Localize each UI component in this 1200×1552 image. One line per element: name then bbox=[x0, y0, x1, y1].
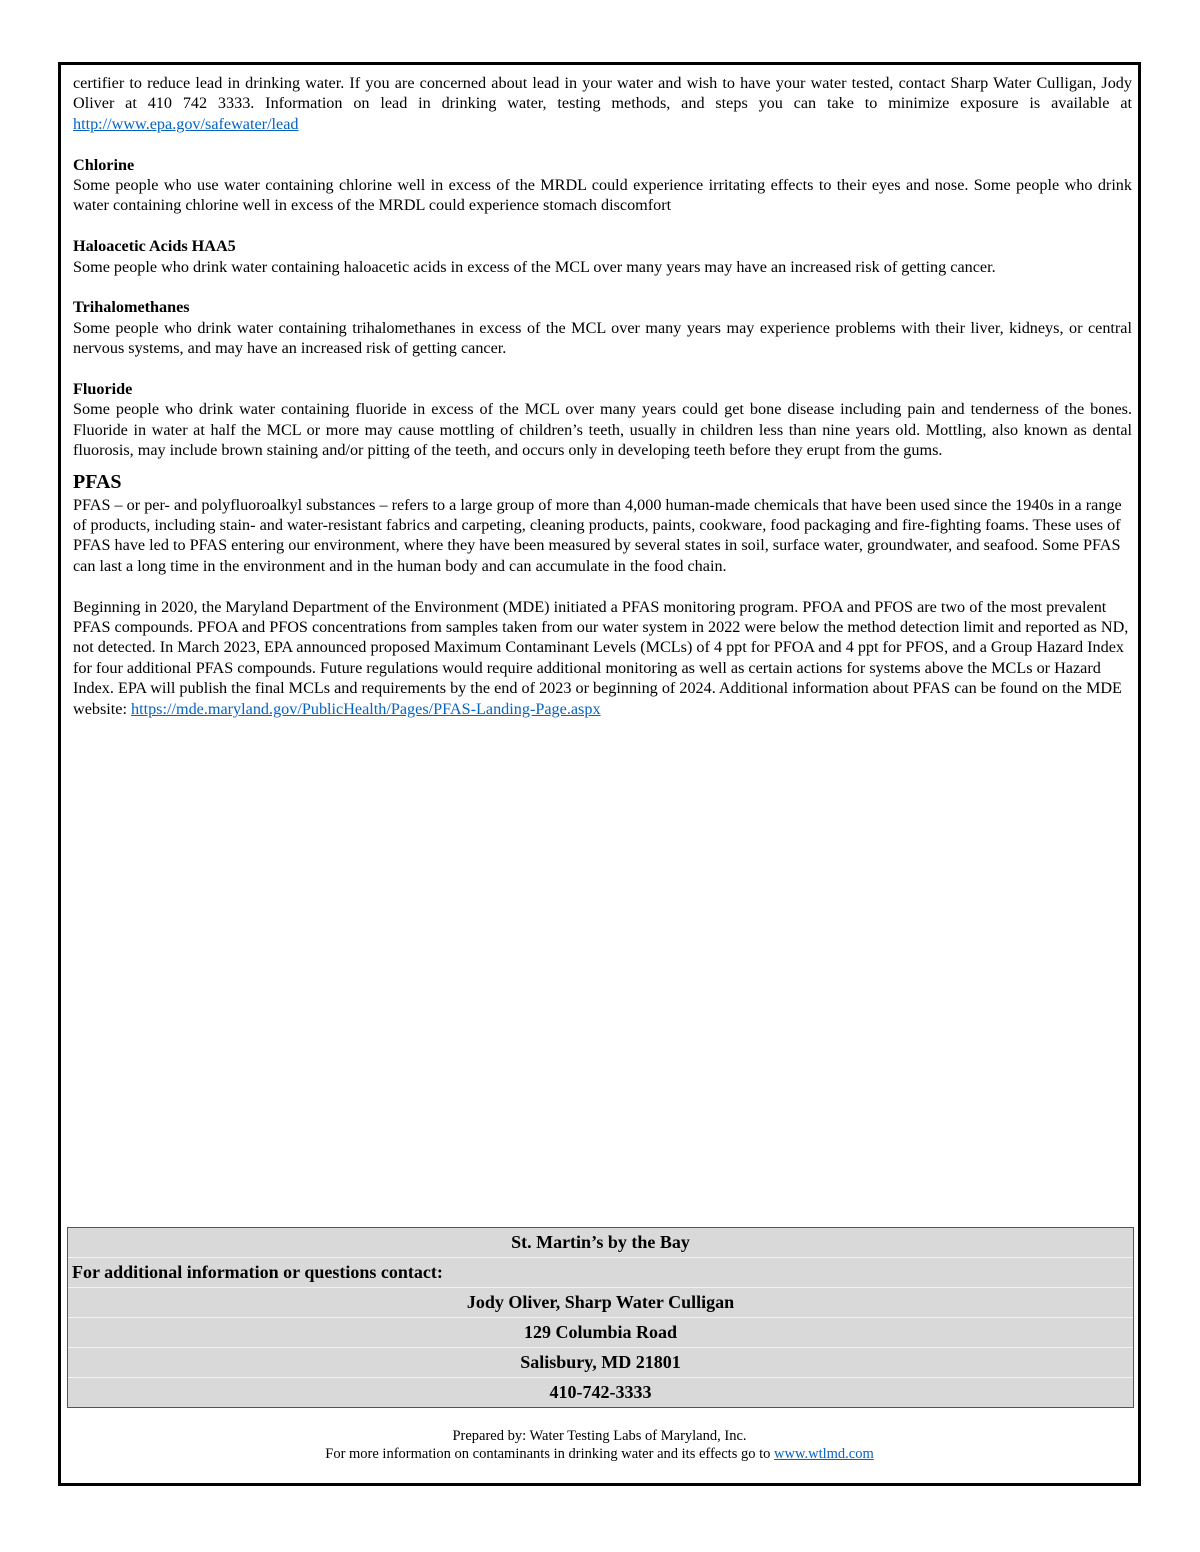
section-text-trihalomethanes: Some people who drink water containing trihalomethanes in excess of the MCL over many years may experience problems with their liver, kidneys, or central nervous systems, and may have an increased risk of getting cancer. bbox=[73, 318, 1132, 358]
section-heading-fluoride: Fluoride bbox=[73, 380, 133, 399]
mde-pfas-link[interactable]: https://mde.maryland.gov/PublicHealth/Pages/PFAS-Landing-Page.aspx bbox=[131, 699, 601, 718]
wtlmd-link[interactable]: www.wtlmd.com bbox=[774, 1446, 874, 1462]
pfas-paragraph-1: PFAS – or per- and polyfluoroalkyl substances – refers to a large group of more than 4,000 human-made chemicals that have been used since the 1940s in a range of products, including stain- and water-resistant fabrics and carpeting, cleaning products, paints, cookware, food packaging and fire-fighting foams. These uses of PFAS have led to PFAS entering our environment, where they have been measured by several states in soil, surface water, groundwater, and seafood. Some PFAS can last a long time in the environment and in the human body and can accumulate in the food chain. bbox=[73, 495, 1122, 575]
section-text-fluoride: Some people who drink water containing fluoride in excess of the MCL over many years could get bone disease including pain and tenderness of the bones. Fluoride in water at half the MCL or more may cause mottling of children’s teeth, usually in children less than nine years old. Mottling, also known as dental fluorosis, may include brown staining and/or pitting of the teeth, and occurs only in developing teeth before they erupt from the gums. bbox=[73, 400, 1132, 460]
section-text-haa5: Some people who drink water containing haloacetic acids in excess of the MCL over many years may have an increased risk of getting cancer. bbox=[73, 257, 996, 276]
pfas-title: PFAS bbox=[73, 470, 122, 493]
contact-box bbox=[67, 1227, 1134, 1408]
system-name: St. Martin’s by the Bay bbox=[68, 1228, 1133, 1258]
section-heading-haa5: Haloacetic Acids HAA5 bbox=[73, 237, 236, 256]
more-info-text: For more information on contaminants in drinking water and its effects go to bbox=[325, 1446, 774, 1462]
section-text-chlorine: Some people who use water containing chlorine well in excess of the MRDL could experience irritating effects to their eyes and nose. Some people who drink water containing chlorine well in excess of the MRDL could experience stomach discomfort bbox=[73, 176, 1132, 215]
lead-text: certifier to reduce lead in drinking water. If you are concerned about lead in your water and wish to have your water tested, contact Sharp Water Culligan, Jody Oliver at 410 742 3333. Information on lead in drinking water, testing methods, and steps you can take to minimize exposure is available at bbox=[73, 74, 1132, 113]
footer bbox=[61, 1427, 1138, 1463]
contact-intro: For additional information or questions contact: bbox=[68, 1258, 1133, 1288]
page-border bbox=[58, 62, 1141, 1486]
pfas-paragraph-2 bbox=[73, 597, 1132, 719]
document-body bbox=[73, 73, 1132, 719]
contact-street: 129 Columbia Road bbox=[68, 1318, 1133, 1348]
pfas-paragraph-2-text: Beginning in 2020, the Maryland Department of the Environment (MDE) initiated a PFAS monitoring program. PFOA and PFOS are two of the most prevalent PFAS compounds. PFOA and PFOS concentrations from samples taken from our water system in 2022 were below the method detection limit and reported as ND, not detected. In March 2023, EPA announced proposed Maximum Contaminant Levels (MCLs) of 4 ppt for PFOA and 4 ppt for PFOS, and a Group Hazard Index for four additional PFAS compounds. Future regulations would require additional monitoring as well as certain actions for systems above the MCLs or Hazard Index. EPA will publish the final MCLs and requirements by the end of 2023 or beginning of 2024. Additional information about PFAS can be found on the MDE website: bbox=[73, 597, 1129, 718]
epa-lead-link[interactable]: http://www.epa.gov/safewater/lead bbox=[73, 114, 299, 133]
contact-city: Salisbury, MD 21801 bbox=[68, 1348, 1133, 1378]
lead-continuation bbox=[73, 73, 1132, 134]
section-heading-chlorine: Chlorine bbox=[73, 155, 135, 174]
prepared-by: Prepared by: Water Testing Labs of Maryland, Inc. bbox=[452, 1428, 747, 1444]
more-info-line bbox=[61, 1445, 1138, 1463]
section-heading-trihalomethanes: Trihalomethanes bbox=[73, 298, 190, 317]
contact-phone: 410-742-3333 bbox=[549, 1382, 652, 1402]
contact-name: Jody Oliver, Sharp Water Culligan bbox=[68, 1288, 1133, 1318]
